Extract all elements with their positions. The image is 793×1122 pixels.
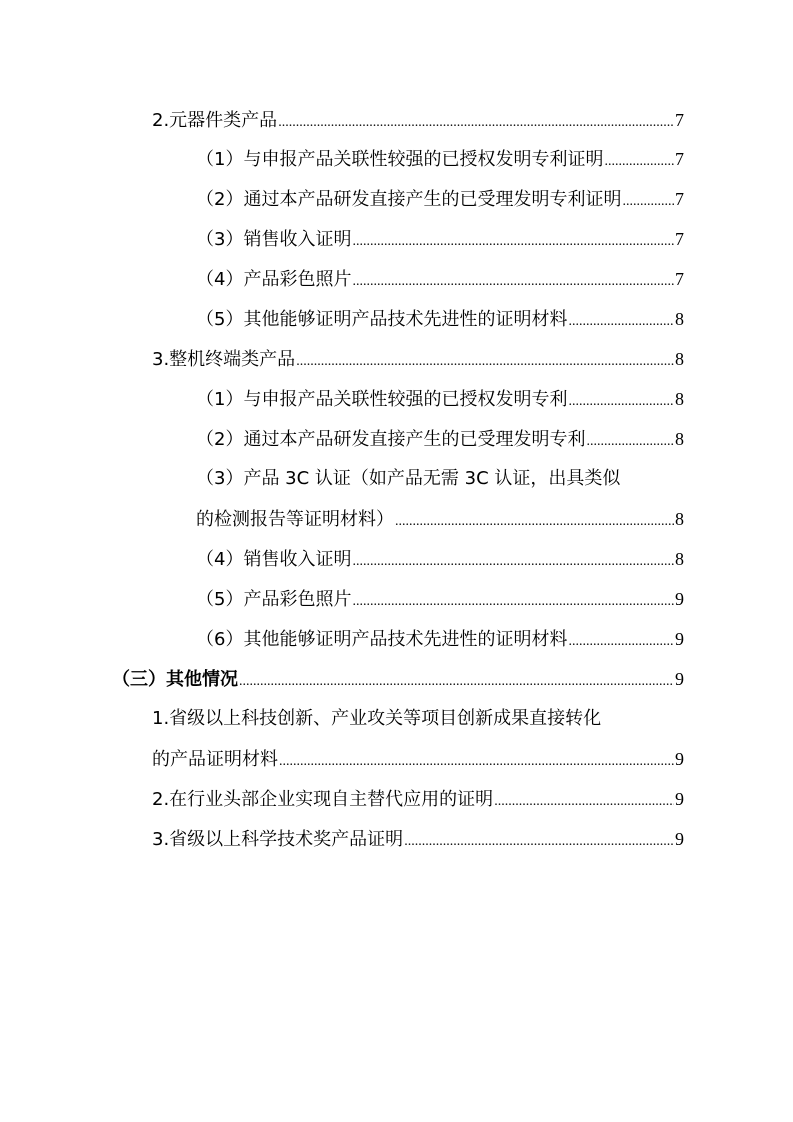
toc-entry xyxy=(196,427,684,451)
toc-entry-page: 9 xyxy=(675,589,684,609)
toc-entry-label: 的检测报告等证明材料） xyxy=(196,509,394,530)
leader-dots xyxy=(568,630,674,654)
leader-dots xyxy=(278,111,674,135)
toc-entry-page: 8 xyxy=(675,309,684,329)
leader-dots xyxy=(568,310,674,334)
toc-entry xyxy=(196,267,684,291)
toc-entry-label: （3）销售收入证明 xyxy=(196,229,352,250)
toc-entry-label: 2.在行业头部企业实现自主替代应用的证明 xyxy=(152,789,494,810)
toc-section-label: （三）其他情况 xyxy=(112,669,238,690)
toc-entry-page: 8 xyxy=(675,549,684,569)
toc-entry-page: 7 xyxy=(675,149,684,169)
toc-entry-page: 9 xyxy=(675,629,684,649)
leader-dots xyxy=(568,390,674,414)
toc-entry xyxy=(196,187,684,211)
leader-dots xyxy=(494,790,674,814)
toc-entry xyxy=(196,307,684,331)
toc-entry xyxy=(152,747,684,771)
toc-entry-label: （2）通过本产品研发直接产生的已受理发明专利 xyxy=(196,429,586,450)
toc-entry-label: 3.整机终端类产品 xyxy=(152,349,296,370)
toc-entry-page: 8 xyxy=(675,509,684,529)
toc-entry xyxy=(152,347,684,371)
toc-entry xyxy=(152,787,684,811)
leader-dots xyxy=(586,430,674,454)
toc-entry xyxy=(196,507,684,531)
toc-entry-page: 7 xyxy=(675,189,684,209)
toc-entry-label: （5）其他能够证明产品技术先进性的证明材料 xyxy=(196,309,568,330)
leader-dots xyxy=(352,590,674,614)
toc-entry-label: （1）与申报产品关联性较强的已授权发明专利证明 xyxy=(196,149,604,170)
leader-dots xyxy=(604,150,674,174)
toc-entry-page: 9 xyxy=(675,829,684,849)
toc-entry-label-line1: （3）产品 3C 认证（如产品无需 3C 认证，出具类似 xyxy=(196,468,621,489)
toc-entry-page: 8 xyxy=(675,349,684,369)
toc-entry-label: （1）与申报产品关联性较强的已授权发明专利 xyxy=(196,389,568,410)
toc-entry xyxy=(196,627,684,651)
toc-entry-page: 9 xyxy=(675,669,684,689)
toc-entry-label-line1: 1.省级以上科技创新、产业攻关等项目创新成果直接转化 xyxy=(152,708,602,729)
leader-dots xyxy=(395,510,674,534)
toc-entry-label: 的产品证明材料 xyxy=(152,749,278,770)
toc-entry-label: （4）产品彩色照片 xyxy=(196,269,352,290)
leader-dots xyxy=(279,750,674,774)
toc-entry-label: 3.省级以上科学技术奖产品证明 xyxy=(152,829,404,850)
toc-entry xyxy=(196,587,684,611)
toc-entry xyxy=(196,387,684,411)
toc-entry-page: 9 xyxy=(675,749,684,769)
leader-dots xyxy=(296,350,674,374)
toc-entry-page: 7 xyxy=(675,229,684,249)
toc-entry-label: （6）其他能够证明产品技术先进性的证明材料 xyxy=(196,629,568,650)
toc-entry xyxy=(196,547,684,571)
leader-dots xyxy=(352,270,674,294)
toc-section-entry xyxy=(112,667,684,691)
toc-entry-page: 8 xyxy=(675,389,684,409)
toc-entry-page: 7 xyxy=(675,269,684,289)
toc-entry xyxy=(196,147,684,171)
toc-entry-page: 8 xyxy=(675,429,684,449)
toc-entry-label: （4）销售收入证明 xyxy=(196,549,352,570)
toc-entry-label: （5）产品彩色照片 xyxy=(196,589,352,610)
toc-entry-page: 9 xyxy=(675,789,684,809)
toc-entry-label: 2.元器件类产品 xyxy=(152,110,278,131)
toc-entry xyxy=(152,827,684,851)
toc-entry-label: （2）通过本产品研发直接产生的已受理发明专利证明 xyxy=(196,189,622,210)
leader-dots xyxy=(239,670,674,694)
toc-entry xyxy=(152,108,684,132)
leader-dots xyxy=(404,830,674,854)
leader-dots xyxy=(352,550,674,574)
toc-entry xyxy=(196,227,684,251)
leader-dots xyxy=(352,230,674,254)
leader-dots xyxy=(622,190,674,214)
toc-entry-page: 7 xyxy=(675,110,684,130)
